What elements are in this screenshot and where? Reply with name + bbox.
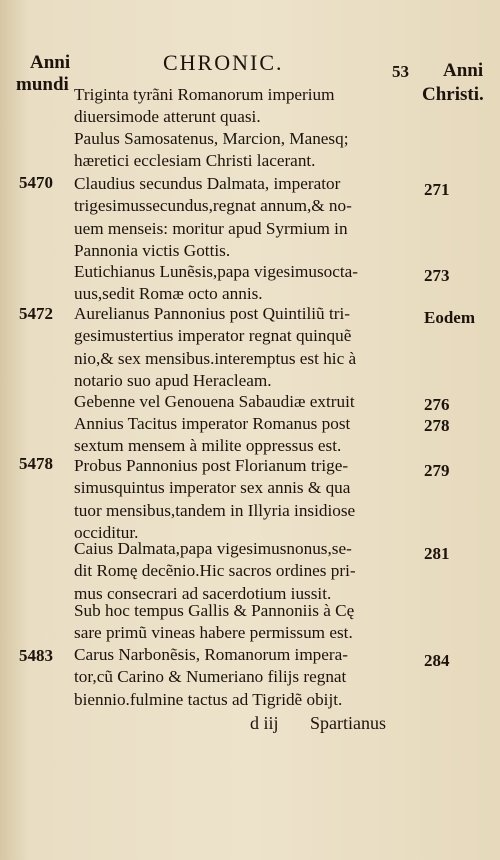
header-anni-right: Anni <box>443 60 484 81</box>
chronicle-entry <box>74 600 426 645</box>
chronicle-entry <box>74 391 426 413</box>
year-of-christ: 279 <box>424 461 450 480</box>
header-mundi: mundi <box>16 74 69 95</box>
chronicle-entry <box>74 261 426 306</box>
chronicle-entry <box>74 644 426 711</box>
chronicle-entry <box>74 173 426 262</box>
entry-text: Sub hoc tempus Gallis & Pannoniis à Cę sare primũ vineas habere permissum est. <box>74 601 355 643</box>
entry-text: Eutichianus Lunẽsis,papa vigesimusocta- uus,sedit Romæ octo annis. <box>74 262 359 304</box>
entry-text: Paulus Samosatenus, Marcion, Manesq; hæretici ecclesiam Christi lacerant. <box>74 129 349 171</box>
chronicle-entry <box>74 455 426 544</box>
entry-text: Claudius secundus Dalmata, imperator trigesimussecundus,regnat annum,& no- uem menseis: moritur apud Syrmium in Pannonia victis Gottis. <box>74 174 352 260</box>
year-of-christ: 281 <box>424 544 450 563</box>
chronicle-entry <box>74 303 426 392</box>
year-of-christ: 276 <box>424 395 450 414</box>
entry-text: Annius Tacitus imperator Romanus post sextum mensem à milite oppressus est. <box>74 414 351 456</box>
year-of-christ: 278 <box>424 416 450 435</box>
header-anni-left: Anni <box>30 52 71 73</box>
entry-text: Aurelianus Pannonius post Quintiliũ tri- gesimustertius imperator regnat quinquẽ nio,& sex mensibus.interemptus est hic à notario suo apud Heracleam. <box>74 304 357 390</box>
running-title: CHRONIC. <box>163 50 284 75</box>
entry-text: Gebenne vel Genouena Sabaudiæ extruit <box>74 392 355 411</box>
chronicle-entry <box>74 84 426 129</box>
year-of-christ: 271 <box>424 180 450 199</box>
entry-text: Carus Narbonẽsis, Romanorum impera- tor,cũ Carino & Numeriano filijs regnat biennio.fulmine tactus ad Tigridẽ obijt. <box>74 645 348 709</box>
folio-number: 53 <box>392 62 409 81</box>
entry-text: Probus Pannonius post Florianum trige- simusquintus imperator sex annis & qua tuor mensibus,tandem in Illyria insidiose occiditur. <box>74 456 356 542</box>
year-of-world: 5478 <box>19 454 53 473</box>
year-of-world: 5470 <box>19 173 53 192</box>
header-christi: Christi. <box>422 84 484 105</box>
entry-text: Triginta tyrãni Romanorum imperium diuersimode atterunt quasi. <box>74 85 335 127</box>
year-of-christ: 273 <box>424 266 450 285</box>
chronicle-entry <box>74 538 426 605</box>
chronicle-entry <box>74 413 426 458</box>
year-of-christ: Eodem <box>424 308 475 327</box>
catchword: Spartianus <box>310 713 386 733</box>
year-of-christ: 284 <box>424 651 450 670</box>
year-of-world: 5472 <box>19 304 53 323</box>
signature-mark: d iij <box>250 713 279 733</box>
entry-text: Caius Dalmata,papa vigesimusnonus,se- dit Romę decẽnio.Hic sacros ordines pri- mus consecrari ad sacerdotium iussit. <box>74 539 356 603</box>
year-of-world: 5483 <box>19 646 53 665</box>
chronicle-entry <box>74 128 426 173</box>
